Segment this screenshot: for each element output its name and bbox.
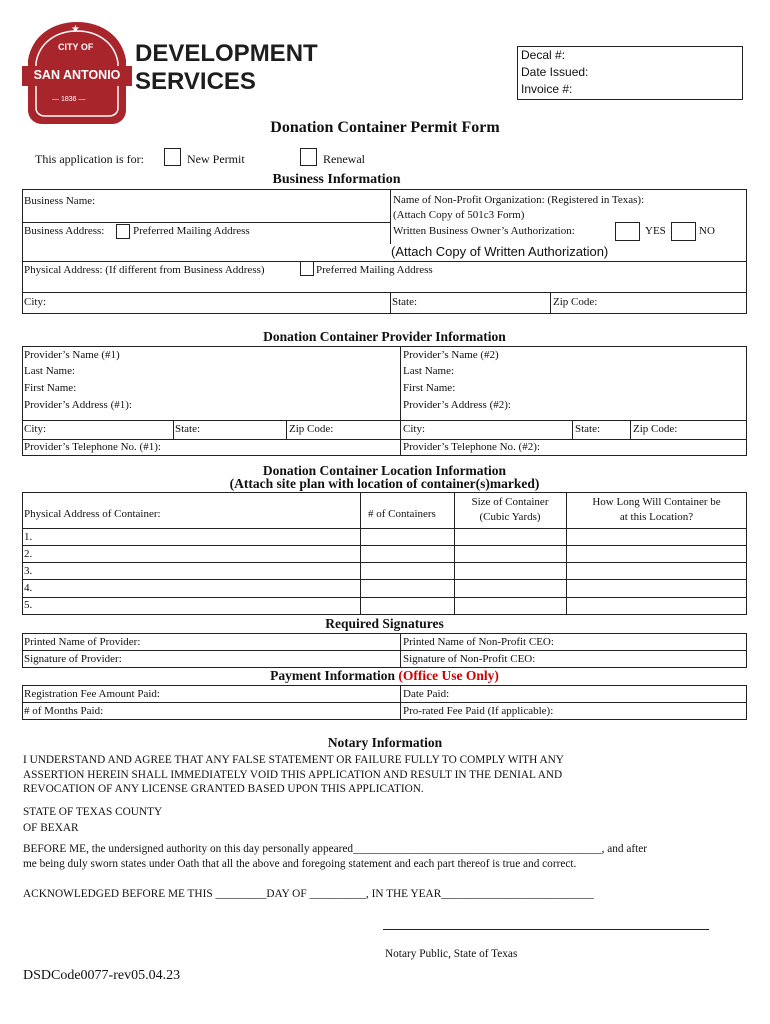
date-issued-label: Date Issued: bbox=[521, 65, 589, 79]
provider1-name-label: Provider’s Name (#1) bbox=[24, 349, 120, 361]
notary-public-label: Notary Public, State of Texas bbox=[385, 948, 518, 960]
invoice-label: Invoice #: bbox=[521, 82, 573, 96]
appeared-name-blank[interactable]: ____________________________________________ bbox=[353, 843, 602, 855]
provider1-phone-field[interactable]: Provider’s Telephone No. (#1): bbox=[24, 441, 161, 453]
county-line1: STATE OF TEXAS COUNTY bbox=[23, 806, 163, 818]
provider1-first-name-field[interactable]: First Name: bbox=[24, 382, 77, 394]
provider2-zip-field[interactable]: Zip Code: bbox=[633, 423, 678, 435]
notary-statement-line2: ASSERTION HEREIN SHALL IMMEDIATELY VOID THIS APPLICATION AND RESULT IN THE DENIAL AND bbox=[23, 769, 563, 781]
provider1-last-name-field[interactable]: Last Name: bbox=[24, 365, 76, 377]
location-row-3[interactable]: 3. bbox=[24, 565, 33, 577]
form-code-footer: DSDCode0077-rev05.04.23 bbox=[23, 968, 181, 983]
nonprofit-attach-note: (Attach Copy of 501c3 Form) bbox=[393, 209, 525, 221]
authorization-yes-label: YES bbox=[645, 225, 666, 237]
business-zip-field[interactable]: Zip Code: bbox=[553, 296, 598, 308]
provider2-first-name-field[interactable]: First Name: bbox=[403, 382, 456, 394]
date-paid-field[interactable]: Date Paid: bbox=[403, 688, 450, 700]
department-name-line1: DEVELOPMENT bbox=[135, 40, 318, 67]
provider1-city-field[interactable]: City: bbox=[24, 423, 47, 435]
department-name-line2: SERVICES bbox=[135, 68, 256, 95]
provider2-last-name-field[interactable]: Last Name: bbox=[403, 365, 455, 377]
provider1-state-field[interactable]: State: bbox=[175, 423, 201, 435]
office-use-only: (Office Use Only) bbox=[398, 668, 499, 683]
col-duration-line1: How Long Will Container be bbox=[592, 496, 721, 508]
logo-city-name: SAN ANTONIO bbox=[33, 68, 121, 82]
before-me-line1 bbox=[23, 843, 647, 856]
provider2-name-label: Provider’s Name (#2) bbox=[403, 349, 499, 361]
provider1-zip-field[interactable]: Zip Code: bbox=[289, 423, 334, 435]
county-line2: OF BEXAR bbox=[23, 822, 79, 834]
city-seal-logo bbox=[22, 18, 132, 128]
preferred-mailing-checkbox[interactable] bbox=[116, 224, 130, 239]
business-city-field[interactable]: City: bbox=[24, 296, 47, 308]
location-row-5[interactable]: 5. bbox=[24, 599, 33, 611]
business-name-field[interactable]: Business Name: bbox=[24, 195, 96, 207]
renewal-label: Renewal bbox=[323, 152, 365, 166]
before-me-line2: me being duly sworn states under Oath that all the above and foregoing statement and each part thereof is true and correct. bbox=[23, 858, 577, 870]
before-me-end: , and after bbox=[601, 843, 648, 855]
col-size-line2: (Cubic Yards) bbox=[479, 511, 541, 523]
location-row-4[interactable]: 4. bbox=[24, 582, 33, 594]
notary-signature-line[interactable] bbox=[383, 929, 709, 930]
ack-text-1: ACKNOWLEDGED BEFORE ME THIS bbox=[23, 888, 213, 900]
notary-statement-line3: REVOCATION OF ANY LICENSE GRANTED BASED UPON THIS APPLICATION. bbox=[23, 783, 424, 795]
notary-title: Notary Information bbox=[327, 735, 443, 750]
fee-paid-field[interactable]: Registration Fee Amount Paid: bbox=[24, 688, 160, 700]
physical-address-field[interactable]: Physical Address: (If different from Business Address) bbox=[24, 264, 265, 276]
before-me-text: BEFORE ME, the undersigned authority on this day personally appeared bbox=[23, 843, 354, 855]
provider-info-title: Donation Container Provider Information bbox=[263, 329, 506, 344]
notary-statement-line1: I UNDERSTAND AND AGREE THAT ANY FALSE STATEMENT OR FAILURE FULLY TO COMPLY WITH ANY bbox=[23, 754, 564, 766]
printed-ceo-field[interactable]: Printed Name of Non-Profit CEO: bbox=[403, 636, 554, 648]
provider2-address-field[interactable]: Provider’s Address (#2): bbox=[403, 399, 511, 411]
authorization-yes-checkbox[interactable] bbox=[615, 222, 640, 241]
written-authorization-label: Written Business Owner’s Authorization: bbox=[393, 225, 575, 237]
authorization-no-label: NO bbox=[699, 225, 715, 237]
printed-provider-field[interactable]: Printed Name of Provider: bbox=[24, 636, 141, 648]
location-info-subtitle: (Attach site plan with location of container(s)marked) bbox=[229, 476, 540, 491]
authorization-no-checkbox[interactable] bbox=[671, 222, 696, 241]
attach-written-authorization: (Attach Copy of Written Authorization) bbox=[391, 244, 609, 259]
ack-month-blank[interactable]: __________ bbox=[309, 888, 366, 900]
col-number-of-containers: # of Containers bbox=[368, 508, 436, 520]
ack-text-3: , IN THE YEAR bbox=[365, 888, 442, 900]
new-permit-checkbox[interactable] bbox=[164, 148, 181, 166]
renewal-checkbox[interactable] bbox=[300, 148, 317, 166]
ack-year-blank[interactable]: ___________________________ bbox=[441, 888, 594, 900]
signature-ceo-field[interactable]: Signature of Non-Profit CEO: bbox=[403, 653, 536, 665]
col-duration-line2: at this Location? bbox=[619, 511, 694, 523]
provider1-address-field[interactable]: Provider’s Address (#1): bbox=[24, 399, 132, 411]
months-paid-field[interactable]: # of Months Paid: bbox=[24, 705, 104, 717]
business-state-field[interactable]: State: bbox=[392, 296, 418, 308]
provider2-state-field[interactable]: State: bbox=[575, 423, 601, 435]
nonprofit-name-field[interactable]: Name of Non-Profit Organization: (Registered in Texas): bbox=[393, 194, 645, 206]
ack-day-blank[interactable]: _________ bbox=[215, 888, 267, 900]
payment-title-row bbox=[22, 668, 747, 684]
payment-title: Payment Information bbox=[270, 668, 395, 683]
logo-star: ★ bbox=[71, 24, 80, 35]
location-row-1[interactable]: 1. bbox=[24, 531, 33, 543]
col-size-line1: Size of Container bbox=[471, 496, 549, 508]
signatures-title: Required Signatures bbox=[325, 616, 444, 631]
new-permit-label: New Permit bbox=[187, 152, 245, 166]
location-row-2[interactable]: 2. bbox=[24, 548, 33, 560]
logo-city-of: CITY OF bbox=[58, 42, 94, 52]
preferred-mailing-label: Preferred Mailing Address bbox=[133, 225, 250, 237]
business-address-field[interactable]: Business Address: bbox=[24, 225, 105, 237]
prorated-fee-field[interactable]: Pro-rated Fee Paid (If applicable): bbox=[403, 705, 554, 717]
ack-text-2: DAY OF bbox=[266, 888, 307, 900]
col-physical-address: Physical Address of Container: bbox=[24, 508, 161, 520]
provider2-phone-field[interactable]: Provider’s Telephone No. (#2): bbox=[403, 441, 540, 453]
logo-year: — 1836 — bbox=[52, 96, 86, 103]
preferred-mailing2-checkbox[interactable] bbox=[300, 261, 314, 276]
acknowledged-line bbox=[23, 888, 594, 901]
application-for-label: This application is for: bbox=[35, 152, 144, 166]
provider2-city-field[interactable]: City: bbox=[403, 423, 426, 435]
business-info-title: Business Information bbox=[272, 172, 401, 187]
signature-provider-field[interactable]: Signature of Provider: bbox=[24, 653, 122, 665]
preferred-mailing2-label: Preferred Mailing Address bbox=[316, 264, 433, 276]
location-info-title: Donation Container Location Information bbox=[262, 463, 507, 478]
decal-label: Decal #: bbox=[521, 48, 566, 62]
form-title: Donation Container Permit Form bbox=[270, 119, 500, 136]
business-info-table bbox=[22, 189, 747, 314]
